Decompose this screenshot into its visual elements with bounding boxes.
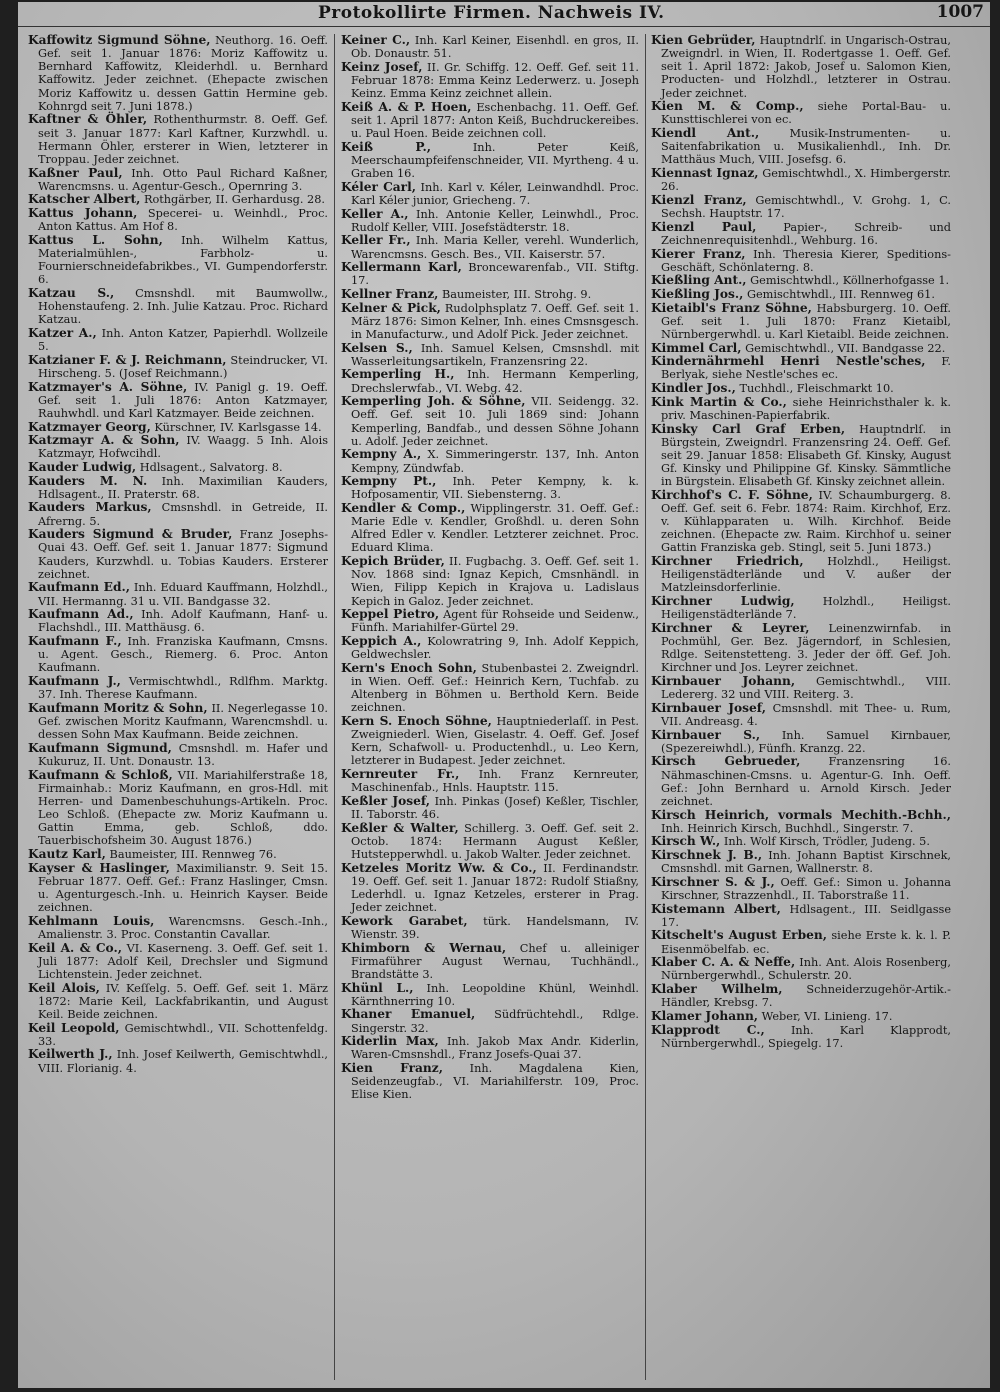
firm-name: Khünl L., <box>341 980 414 995</box>
directory-entry <box>341 208 639 234</box>
directory-entry <box>28 287 328 326</box>
entry-text: Baumeister, III. Strohg. 9. <box>442 287 592 301</box>
entry-text: II. Ferdinandstr. 19. Oeff. Gef. seit 1. Januar 1872: Rudolf Stiaßny, Lederhdl. u. Ignaz Ketzeles, ersterer in Prag. Jeder zeichnet. <box>351 861 639 915</box>
firm-name: Kauders Sigmund & Bruder, <box>28 527 233 542</box>
directory-entry <box>341 181 639 207</box>
directory-entry <box>651 595 951 621</box>
directory-entry <box>341 715 639 768</box>
entry-text: Inh. Jakob Max Andr. Kiderlin, Waren-Cmsnshdl., Franz Josefs-Quai 37. <box>351 1035 639 1062</box>
firm-name: Kautz Karl, <box>28 847 106 862</box>
firm-name: Kien M. & Comp., <box>651 99 804 114</box>
firm-name: Klaber C. A. & Neffe, <box>651 955 796 970</box>
firm-name: Kendler & Comp., <box>341 500 466 515</box>
directory-entry <box>341 915 639 941</box>
columns <box>18 34 990 1384</box>
directory-entry <box>28 528 328 581</box>
entry-text: Musik-Instrumenten- u. Saitenfabrikation u. Musikalienhdl., Inh. Dr. Matthäus Much, VIII. Josefsg. 6. <box>661 127 951 167</box>
firm-name: Keiner C., <box>341 34 411 47</box>
entry-text: Inh. Pinkas (Josef) Keßler, Tischler, II. Taborstr. 46. <box>351 794 639 822</box>
firm-name: Kimmel Carl, <box>651 340 742 355</box>
directory-entry <box>28 915 328 941</box>
firm-name: Kern S. Enoch Söhne, <box>341 713 492 728</box>
firm-name: Klapprodt C., <box>651 1022 765 1037</box>
directory-entry <box>651 702 951 728</box>
firm-name: Kaffowitz Sigmund Söhne, <box>28 34 211 47</box>
firm-name: Kindler Jos., <box>651 381 736 396</box>
directory-entry <box>28 848 328 861</box>
firm-name: Kirsch Heinrich, vormals Mechith.-Bchh., <box>651 807 951 822</box>
directory-entry <box>341 555 639 608</box>
directory-entry <box>651 167 951 193</box>
directory-entry <box>651 221 951 247</box>
firm-name: Keiß P., <box>341 139 432 154</box>
directory-entry <box>651 302 951 341</box>
firm-name: Keßler & Walter, <box>341 820 459 835</box>
entry-text: Rothenthurmstr. 8. Oeff. Gef. seit 3. Januar 1877: Karl Kaftner, Kurzwhdl. u. Hermann Öhler, ersterer in Wien, letzterer in Troppau. Jeder zeichnet. <box>38 113 328 166</box>
firm-name: Kellner Franz, <box>341 286 439 301</box>
directory-entry <box>28 34 328 113</box>
firm-name: Kien Gebrüder, <box>651 34 756 47</box>
firm-name: Keil A. & Co., <box>28 940 122 955</box>
firm-name: Kirnbauer Josef, <box>651 700 766 715</box>
directory-entry <box>341 395 639 448</box>
directory-entry <box>651 729 951 755</box>
directory-entry <box>341 475 639 501</box>
entry-text: Inh. Franziska Kaufmann, Cmsns. u. Agent. Gesch., Riemerg. 6. Proc. Anton Kaufmann. <box>38 635 328 675</box>
entry-text: Broncewarenfab., VII. Stiftg. 17. <box>351 261 639 288</box>
firm-name: Kiendl Ant., <box>651 126 760 141</box>
directory-entry <box>28 675 328 701</box>
firm-name: Kellermann Karl, <box>341 260 462 275</box>
entry-text: IV. Schaumburgerg. 8. Oeff. Gef. seit 6. Febr. 1874: Raim. Kirchhof, Erz. v. Kühlapparaten u. Wilh. Kirchhof. Beide zeichnen. (Ehepacte zw. Raim. Kirchhof u. seiner Gattin Franziska geb. Stingl, seit 5. Juni 1873.) <box>661 488 951 555</box>
firm-name: Kemperling Joh. & Söhne, <box>341 394 526 409</box>
directory-entry <box>651 382 951 395</box>
firm-name: Keilwerth J., <box>28 1047 113 1062</box>
directory-entry <box>28 113 328 166</box>
entry-text: Inh. Josef Keilwerth, Gemischtwhdl., VIII. Florianig. 4. <box>38 1048 328 1075</box>
firm-name: Kauder Ludwig, <box>28 460 137 474</box>
firm-name: Klaber Wilhelm, <box>651 982 783 997</box>
entry-text: Holzhdl., Heiligst. Heiligenstädterlände und V. außer der Matzleinsdorferlinie. <box>661 555 951 595</box>
page-header <box>18 2 990 24</box>
entry-text: Gemischtwhdl., V. Grohg. 1, C. Sechsh. Hauptstr. 17. <box>661 193 951 221</box>
entry-text: Gemischtwhdl., VII. Schottenfeldg. 33. <box>38 1021 328 1048</box>
entry-text: Inh. Johann Baptist Kirschnek, Cmsnshdl. mit Garnen, Wallnerstr. 8. <box>661 849 951 876</box>
directory-entry <box>28 501 328 527</box>
directory-entry <box>341 368 639 394</box>
directory-entry <box>28 475 328 501</box>
entry-text: Leinenzwirnfab. in Pochmühl, Ger. Bez. Jägerndorf, in Schlesien, Rdlge. Seitenstetteng. 3. Jeder der öff. Gef. Joh. Kirchner und Jos. Leyrer zeichnet. <box>661 621 951 675</box>
directory-entry <box>341 822 639 861</box>
firm-name: Kaufmann F., <box>28 634 122 649</box>
firm-name: Kepich Brüder, <box>341 554 445 569</box>
directory-entry <box>341 662 639 715</box>
directory-entry <box>28 742 328 768</box>
entry-text: Inh. Samuel Kelsen, Cmsnshdl. mit Wasserleitungsartikeln, Franzensring 22. <box>351 341 639 368</box>
entry-text: Franz Josephs-Quai 43. Oeff. Gef. seit 1. Januar 1877: Sigmund Kauders, Kurzwhdl. u. Tobias Kauders. Ersterer zeichnet. <box>38 528 328 581</box>
firm-name: Kirchhof's C. F. Söhne, <box>651 487 813 502</box>
entry-text: Steindrucker, VI. Hirscheng. 5. (Josef Reichmann.) <box>38 353 328 380</box>
firm-name: Kindernährmehl Henri Nestle'sches, <box>651 354 926 369</box>
firm-name: Khaner Emanuel, <box>341 1007 476 1022</box>
entry-text: Hauptndrlſ. in Ungarisch-Ostrau, Zweigndrl. in Wien, II. Rodertgasse 1. Oeff. Gef. seit 1. April 1872: Jakob, Josef u. Salomon Kien, Producten- und Holzhdl., letzterer in Ostrau. Jeder zeichnet. <box>661 34 951 100</box>
firm-name: Kattus L. Sohn, <box>28 232 163 247</box>
directory-entry <box>28 702 328 741</box>
firm-name: Kink Martin & Co., <box>651 394 787 409</box>
directory-entry <box>651 956 951 982</box>
entry-text: Gemischtwhdl., X. Himbergerstr. 26. <box>661 167 951 194</box>
directory-entry <box>651 342 951 355</box>
firm-name: Kiderlin Max, <box>341 1034 439 1049</box>
entry-text: Südfrüchtehdl., Rdlge. Singerstr. 32. <box>351 1008 639 1035</box>
entry-text: Hauptndrlſ. in Bürgstein, Zweigndrl. Franzensring 24. Oeff. Gef. seit 29. Januar 1858: Elisabeth Gf. Kinsky, August Gf. Kinsky und Philippine Gf. Kinsky. Sämmtliche in Bürgstein. Elisabeth Gf. Kinsky zeichnet allein. <box>661 422 951 489</box>
header-rule <box>18 26 990 27</box>
entry-text: Inh. Leopoldine Khünl, Weinhdl. Kärnthnerring 10. <box>351 981 639 1008</box>
firm-name: Kirchner Ludwig, <box>651 594 795 609</box>
entry-text: siehe Portal-Bau- u. Kunsttischlerei von ec. <box>661 100 951 127</box>
firm-name: Kirchner & Leyrer, <box>651 620 810 635</box>
entry-text: Inh. Peter Keiß, Meerschaumpfeifenschneider, VII. Myrtheng. 4 u. Graben 16. <box>351 140 639 181</box>
directory-entry <box>651 396 951 422</box>
firm-name: Kirschnek J. B., <box>651 848 763 863</box>
directory-entry <box>651 489 951 555</box>
directory-entry <box>341 34 639 60</box>
entry-text: Kolowratring 9, Inh. Adolf Keppich, Geldwechsler. <box>351 635 639 662</box>
entry-text: Hdlsagent., Salvatorg. 8. <box>139 461 283 474</box>
entry-text: Inh. Adolf Kaufmann, Hanf- u. Flachshdl., III. Matthäusg. 6. <box>38 608 328 635</box>
column-2 <box>341 34 639 1384</box>
entry-text: Inh. Wilhelm Kattus, Materialmühlen-, Farbholz- u. Fournierschneidefabrikbes., VI. Gumpendorferstr. 6. <box>38 233 328 287</box>
firm-name: Keinz Josef, <box>341 59 423 74</box>
firm-name: Kirschner S. & J., <box>651 874 775 889</box>
firm-name: Kienzl Paul, <box>651 219 757 234</box>
entry-text: Inh. Anton Katzer, Papierhdl. Wollzeile 5. <box>38 326 328 354</box>
firm-name: Klamer Johann, <box>651 1008 759 1023</box>
entry-text: siehe Erste k. k. l. P. Eisenmöbelfab. ec. <box>661 929 951 956</box>
entry-text: Franzensring 16. Nähmaschinen-Cmsns. u. Agentur-G. Inh. Oeff. Gef.: John Bernhard u. Arnold Kirsch. Jeder zeichnet. <box>661 755 951 808</box>
directory-entry <box>28 421 328 434</box>
page-title: Protokollirte Firmen. Nachweis IV. <box>318 3 665 23</box>
entry-text: Rothgärber, II. Gerhardusg. 28. <box>143 193 325 207</box>
firm-name: Kießling Ant., <box>651 273 747 288</box>
entry-text: Vermischtwhdl., Rdlfhm. Marktg. 37. Inh. Therese Kaufmann. <box>38 675 328 702</box>
firm-name: Kaufmann J., <box>28 674 121 688</box>
firm-name: Kierer Franz, <box>651 246 746 261</box>
entry-text: Warencmsns. Gesch.-Inh., Amalienstr. 3. Proc. Constantin Cavallar. <box>38 914 328 941</box>
firm-name: Kistemann Albert, <box>651 901 781 916</box>
entry-text: F. Berlyak, siehe Nestle'sches ec. <box>661 355 951 382</box>
directory-entry <box>341 342 639 368</box>
firm-name: Kework Garabet, <box>341 913 468 928</box>
directory-entry <box>341 1062 639 1101</box>
firm-name: Kaufmann Ad., <box>28 607 134 622</box>
entry-text: Holzhdl., Heiligst. Heiligenstädterlände 7. <box>661 595 951 622</box>
directory-entry <box>28 381 328 420</box>
directory-entry <box>651 1024 951 1050</box>
entry-text: Gemischtwhdl., III. Rennweg 61. <box>746 287 935 301</box>
directory-entry <box>28 193 328 206</box>
firm-name: Kaufmann & Schloß, <box>28 767 173 782</box>
entry-text: Cmsnshdl. mit Thee- u. Rum, VII. Andreasg. 4. <box>661 701 951 728</box>
entry-text: Inh. Samuel Kirnbauer, (Spezereiwhdl.), Fünfh. Kranzg. 22. <box>661 728 951 755</box>
entry-text: Oeff. Gef.: Simon u. Johanna Kirschner, Strazzenhdl., II. Taborstraße 11. <box>661 875 951 902</box>
entry-text: Inh. Heinrich Kirsch, Buchhdl., Singerstr. 7. <box>661 821 914 835</box>
firm-name: Kern's Enoch Sohn, <box>341 660 477 675</box>
firm-name: Keppel Pietro, <box>341 607 440 622</box>
directory-entry <box>341 608 639 634</box>
directory-entry <box>28 942 328 981</box>
entry-text: Inh. Karl Keiner, Eisenhdl. en gros, II. Ob. Donaustr. 51. <box>351 34 639 61</box>
firm-name: Kéler Carl, <box>341 179 416 194</box>
firm-name: Katzianer F. & J. Reichmann, <box>28 352 227 367</box>
column-3 <box>651 34 951 1384</box>
directory-entry <box>341 61 639 100</box>
firm-name: Kien Franz, <box>341 1061 443 1076</box>
firm-name: Katzmayer Georg, <box>28 419 151 434</box>
entry-text: Cmsnshdl. mit Baumwollw., Hohenstaufeng. 2. Inh. Julie Katzau. Proc. Richard Katzau. <box>38 286 328 327</box>
firm-name: Kemperling H., <box>341 367 455 382</box>
directory-entry <box>28 635 328 674</box>
entry-text: Inh. Wolf Kirsch, Trödler, Judeng. 5. <box>723 835 930 849</box>
directory-entry <box>28 327 328 353</box>
firm-name: Kirchner Friedrich, <box>651 554 804 569</box>
directory-entry <box>28 207 328 233</box>
entry-text: Gemischtwhdl., VIII. Ledererg. 32 und VIII. Reiterg. 3. <box>661 675 951 702</box>
directory-entry <box>341 502 639 555</box>
entry-text: Inh. Magdalena Kien, Seidenzeugfab., VI. Mariahilferstr. 109, Proc. Elise Kien. <box>351 1062 639 1102</box>
entry-text: Inh. Maria Keller, verehl. Wunderlich, Warencmsns. Gesch. Bes., VII. Kaiserstr. 57. <box>351 234 639 261</box>
entry-text: Inh. Ant. Alois Rosenberg, Nürnbergerwhdl., Schulerstr. 20. <box>661 956 951 983</box>
entry-text: Maximilianstr. 9. Seit 15. Februar 1877. Oeff. Gef.: Franz Haslinger, Cmsn. u. Agenturgesch.-Inh. u. Heinrich Kayser. Beide zeichnen. <box>38 861 328 915</box>
entry-text: Tuchhdl., Fleischmarkt 10. <box>739 382 894 396</box>
firm-name: Kiennast Ignaz, <box>651 166 759 181</box>
firm-name: Keßler Josef, <box>341 793 431 808</box>
entry-text: Chef u. alleiniger Firmaführer August Wernau, Tuchhändl., Brandstätte 3. <box>351 941 639 981</box>
firm-name: Kernreuter Fr., <box>341 767 460 782</box>
entry-text: Habsburgerg. 10. Oeff. Gef. seit 1. Juli 1870: Franz Kietaibl, Nürnbergerwhdl. u. Karl Kietaibl. Beide zeichnen. <box>661 301 951 341</box>
firm-name: Kelsen S., <box>341 340 413 355</box>
directory-entry <box>341 768 639 794</box>
firm-name: Kempny A., <box>341 447 422 462</box>
entry-text: Cmsnshdl. in Getreide, II. Afrerng. 5. <box>38 501 328 528</box>
entry-text: Eschenbachg. 11. Oeff. Gef. seit 1. April 1877: Anton Keiß, Buchdruckereibes. u. Paul Hoen. Beide zeichnen coll. <box>351 100 639 141</box>
directory-entry <box>341 234 639 260</box>
entry-text: Hdlsagent., III. Seidlgasse 17. <box>661 902 951 929</box>
directory-entry <box>28 1022 328 1048</box>
firm-name: Keller Fr., <box>341 233 411 248</box>
entry-text: Schillerg. 3. Oeff. Gef. seit 2. Octob. 1874: Hermann August Keßler, Hutstepperwhdl. u. Jakob Walter. Jeder zeichnet. <box>351 821 639 862</box>
directory-entry <box>651 983 951 1009</box>
firm-name: Katscher Albert, <box>28 192 141 207</box>
directory-entry <box>341 1008 639 1034</box>
entry-text: Kürschner, IV. Karlsgasse 14. <box>154 420 322 434</box>
directory-entry <box>651 1010 951 1023</box>
firm-name: Keller A., <box>341 206 409 221</box>
entry-text: Inh. Franz Kernreuter, Maschinenfab., Hnls. Hauptstr. 115. <box>351 768 639 795</box>
firm-name: Kauders Markus, <box>28 500 152 515</box>
directory-entry <box>651 555 951 594</box>
page-number: 1007 <box>936 2 984 22</box>
directory-entry <box>341 942 639 981</box>
directory-entry <box>651 849 951 875</box>
entry-text: Wipplingerstr. 31. Oeff. Gef.: Marie Edle v. Kendler, Großhdl. u. deren Sohn Alfred Edler v. Kendler. Letzterer zeichnet. Proc. Eduard Klima. <box>351 501 639 555</box>
directory-entry <box>341 302 639 341</box>
entry-text: IV. Waagg. 5 Inh. Alois Katzmayr, Hofwcihdl. <box>38 434 328 461</box>
firm-name: Kitschelt's August Erben, <box>651 928 827 943</box>
entry-text: Stubenbastei 2. Zweigndrl. in Wien. Oeff. Gef.: Heinrich Kern, Tuchfab. zu Altenberg in Böhmen u. Berthold Kern. Beide zeichnen. <box>351 661 639 715</box>
entry-text: VII. Seidengg. 32. Oeff. Gef. seit 10. Juli 1869 sind: Johann Kemperling, Bandfab., und dessen Söhne Johann u. Adolf. Jeder zeichnet. <box>351 395 639 448</box>
entry-text: Agent für Rohseide und Seidenw., Fünfh. Mariahilfer-Gürtel 29. <box>351 608 639 635</box>
directory-entry <box>651 809 951 835</box>
directory-entry <box>341 261 639 287</box>
directory-entry <box>28 608 328 634</box>
directory-entry <box>651 835 951 848</box>
firm-name: Kirnbauer Johann, <box>651 674 796 688</box>
directory-entry <box>28 434 328 460</box>
directory-entry <box>341 862 639 915</box>
directory-entry <box>341 448 639 474</box>
directory-entry <box>28 862 328 915</box>
directory-entry <box>28 982 328 1021</box>
firm-name: Kehlmann Louis, <box>28 913 155 928</box>
entry-text: Inh. Otto Paul Richard Kaßner, Warencmsns. u. Agentur-Gesch., Opernring 3. <box>38 166 328 193</box>
directory-entry <box>651 903 951 929</box>
firm-name: Kirsch W., <box>651 834 721 849</box>
firm-name: Kienzl Franz, <box>651 192 747 207</box>
entry-text: Gemischtwhdl., Köllnerhofgasse 1. <box>750 274 950 288</box>
firm-name: Kietaibl's Franz Söhne, <box>651 300 812 315</box>
firm-name: Kaufmann Ed., <box>28 580 130 595</box>
entry-text: türk. Handelsmann, IV. Wienstr. 39. <box>351 914 639 941</box>
directory-entry <box>28 354 328 380</box>
entry-text: Neuthorg. 16. Oeff. Gef. seit 1. Januar 1876: Moriz Kaffowitz u. Bernhard Kaffowitz, Kleiderhdl. u. Bernhard Kaffowitz. Jeder zeichnet. (Ehepacte zwischen Moriz Kaffowitz u. dessen Gattin Hermine geb. Kohnrgd seit 7. Juni 1878.) <box>38 34 328 113</box>
directory-page <box>18 2 990 1388</box>
directory-entry <box>651 355 951 381</box>
firm-name: Katzau S., <box>28 285 115 300</box>
directory-entry <box>28 769 328 848</box>
firm-name: Katzmayer's A. Söhne, <box>28 379 188 394</box>
firm-name: Kempny Pt., <box>341 474 437 489</box>
entry-text: II. Negerlegasse 10. Gef. zwischen Moritz Kaufmann, Warencmshdl. u. dessen Sohn Max Kaufmann. Beide zeichnen. <box>38 701 328 742</box>
directory-entry <box>28 167 328 193</box>
entry-text: Specerei- u. Weinhdl., Proc. Anton Kattus. Am Hof 8. <box>38 207 328 234</box>
firm-name: Keil Leopold, <box>28 1020 120 1035</box>
entry-text: Hauptniederlaſſ. in Pest. Zweigniederl. Wien, Giselastr. 4. Oeff. Gef. Josef Kern, Schafwoll- u. Productenhdl., u. Leo Kern, letzterer in Budapest. Jeder zeichnet. <box>351 714 639 768</box>
entry-text: Papier-, Schreib- und Zeichnenrequisitenhdl., Wehburg. 16. <box>661 220 951 247</box>
firm-name: Kaftner & Öhler, <box>28 112 148 127</box>
firm-name: Keiß A. & P. Hoen, <box>341 99 472 114</box>
firm-name: Khimborn & Wernau, <box>341 940 507 955</box>
firm-name: Katzmayr A. & Sohn, <box>28 433 180 448</box>
firm-name: Kayser & Haslinger, <box>28 860 170 875</box>
entry-text: Inh. Karl Klapprodt, Nürnbergerwhdl., Spiegelg. 17. <box>661 1023 951 1050</box>
directory-entry <box>651 274 951 287</box>
entry-text: Inh. Theresia Kierer, Speditions-Geschäft, Schönlaterng. 8. <box>661 247 951 274</box>
firm-name: Kaufmann Moritz & Sohn, <box>28 700 208 715</box>
directory-entry <box>341 1035 639 1061</box>
firm-name: Kaßner Paul, <box>28 165 123 180</box>
entry-text: Inh. Peter Kempny, k. k. Hofposamentir, VII. Siebensterng. 3. <box>351 475 639 502</box>
firm-name: Ketzeles Moritz Ww. & Co., <box>341 860 537 875</box>
directory-entry <box>651 755 951 808</box>
directory-entry <box>651 194 951 220</box>
entry-text: Weber, VI. Linieng. 17. <box>761 1009 893 1023</box>
directory-entry <box>651 423 951 489</box>
firm-name: Kinsky Carl Graf Erben, <box>651 421 846 436</box>
directory-entry <box>651 675 951 701</box>
directory-entry <box>651 929 951 955</box>
entry-text: IV. Keſſelg. 5. Oeff. Gef. seit 1. März 1872: Marie Keil, Lackfabrikantin, und August Keil. Beide zeichnen. <box>38 981 328 1021</box>
directory-entry <box>651 288 951 301</box>
entry-text: Inh. Eduard Kauffmann, Holzhdl., VII. Hermanng. 31 u. VII. Bandgasse 32. <box>38 581 328 608</box>
entry-text: X. Simmeringerstr. 137, Inh. Anton Kempny, Zündwfab. <box>351 448 639 475</box>
entry-text: VI. Kaserneng. 3. Oeff. Gef. seit 1. Juli 1877: Adolf Keil, Drechsler und Sigmund Lichtenstein. Jeder zeichnet. <box>38 941 328 981</box>
entry-text: Inh. Maximilian Kauders, Hdlsagent., II. Praterstr. 68. <box>38 474 328 501</box>
entry-text: siehe Heinrichsthaler k. k. priv. Maschinen-Papierfabrik. <box>661 395 951 422</box>
directory-entry <box>28 581 328 607</box>
entry-text: VII. Mariahilferstraße 18, Firmainhab.: Moriz Kaufmann, en gros-Hdl. mit Herren- und Damenbeschuhungs-Artikeln. Proc. Leo Schloß. (Ehepacte zw. Moriz Kaufmann u. Gattin Emma, geb. Schloß, ddo. Tauerbischofsheim 30. August 1876.) <box>38 768 328 848</box>
directory-entry <box>341 982 639 1008</box>
directory-entry <box>651 34 951 100</box>
entry-text: Inh. Karl v. Kéler, Leinwandhdl. Proc. Karl Kéler junior, Griecheng. 7. <box>351 180 639 207</box>
entry-text: II. Fugbachg. 3. Oeff. Gef. seit 1. Nov. 1868 sind: Ignaz Kepich, Cmsnhändl. in Wien, Filipp Kepich in Krajova u. Ladislaus Kepich in Galoz. Jeder zeichnet. <box>351 555 639 608</box>
firm-name: Keppich A., <box>341 634 422 649</box>
entry-text: Baumeister, III. Rennweg 76. <box>109 848 277 862</box>
directory-entry <box>341 141 639 180</box>
entry-text: IV. Panigl g. 19. Oeff. Gef. seit 1. Juli 1876: Anton Katzmayer, Rauhwhdl. und Karl Katzmayer. Beide zeichnen. <box>38 380 328 420</box>
entry-text: Gemischtwhdl., VII. Bandgasse 22. <box>745 341 946 355</box>
directory-entry <box>651 622 951 675</box>
firm-name: Kirnbauer S., <box>651 727 761 742</box>
firm-name: Kießling Jos., <box>651 286 744 301</box>
directory-entry <box>28 1048 328 1074</box>
directory-entry <box>341 635 639 661</box>
column-1 <box>28 34 328 1384</box>
entry-text: II. Gr. Schiffg. 12. Oeff. Gef. seit 11. Februar 1878: Emma Keinz Lederwerz. u. Joseph Keinz. Emma Keinz zeichnet allein. <box>351 60 639 101</box>
firm-name: Kattus Johann, <box>28 206 138 221</box>
directory-entry <box>341 795 639 821</box>
firm-name: Kirsch Gebrueder, <box>651 754 801 769</box>
firm-name: Kelner & Pick, <box>341 300 441 315</box>
firm-name: Katzer A., <box>28 325 97 340</box>
directory-entry <box>28 234 328 287</box>
directory-entry <box>341 288 639 301</box>
directory-entry <box>651 876 951 902</box>
entry-text: Inh. Antonie Keller, Leinwhdl., Proc. Rudolf Keller, VIII. Josefstädterstr. 18. <box>351 207 639 234</box>
entry-text: Cmsnshdl. m. Hafer und Kukuruz, II. Unt. Donaustr. 13. <box>38 741 328 768</box>
directory-entry <box>651 248 951 274</box>
directory-entry <box>651 127 951 166</box>
directory-entry <box>28 461 328 474</box>
firm-name: Kaufmann Sigmund, <box>28 740 172 755</box>
firm-name: Kauders M. N. <box>28 473 148 488</box>
entry-text: Rudolphsplatz 7. Oeff. Gef. seit 1. März 1876: Simon Kelner, Inh. eines Cmsnsgesch. in Manufacturw., und Adolf Pick. Jeder zeichnet. <box>351 301 639 341</box>
entry-text: Schneiderzugehör-Artik.-Händler, Krebsg. 7. <box>661 983 951 1010</box>
directory-entry <box>341 101 639 140</box>
directory-entry <box>651 100 951 126</box>
entry-text: Inh. Hermann Kemperling, Drechslerwfab., VI. Webg. 42. <box>351 368 639 395</box>
firm-name: Keil Alois, <box>28 980 100 995</box>
